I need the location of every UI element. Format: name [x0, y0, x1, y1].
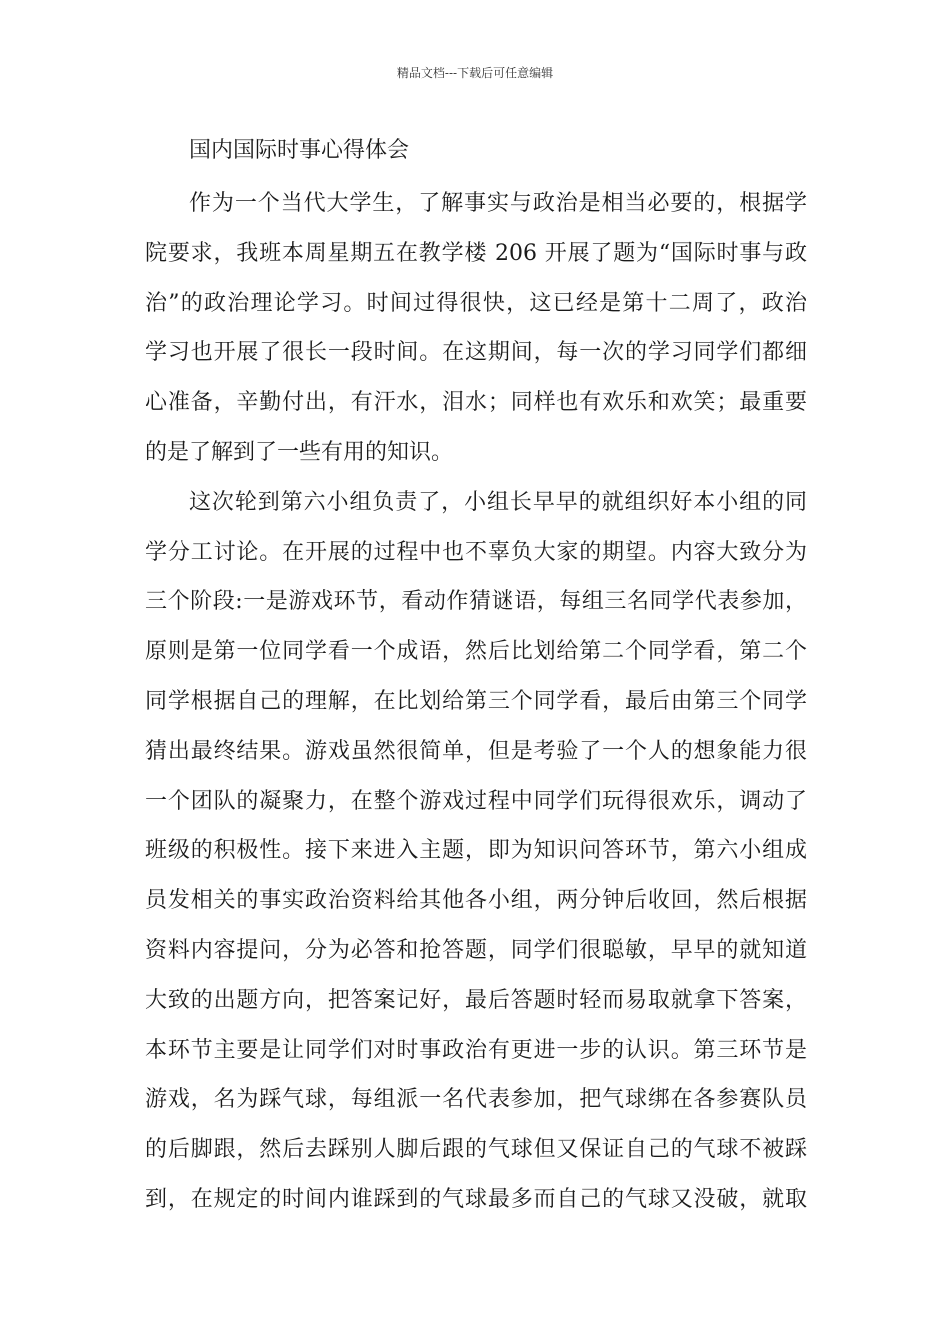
text-line: 学分工讨论。在开展的过程中也不辜负大家的期望。内容大致分为 — [145, 539, 807, 565]
text-line: 院要求，我班本周星期五在教学楼 206 开展了题为“国际时事与政 — [145, 240, 807, 266]
text-line: 同学根据自己的理解，在比划给第三个同学看，最后由第三个同学 — [145, 688, 807, 714]
text-line: 一个团队的凝聚力，在整个游戏过程中同学们玩得很欢乐，调动了 — [145, 788, 807, 814]
text-line: 这次轮到第六小组负责了，小组长早早的就组织好本小组的同 — [189, 489, 807, 515]
text-line: 资料内容提问，分为必答和抢答题，同学们很聪敏，早早的就知道 — [145, 937, 807, 963]
text-line: 三个阶段:一是游戏环节，看动作猜谜语，每组三名同学代表参加， — [145, 589, 807, 615]
text-line: 学习也开展了很长一段时间。在这期间，每一次的学习同学们都细 — [145, 340, 807, 366]
text-line: 治”的政治理论学习。时间过得很快，这已经是第十二周了，政治 — [145, 290, 807, 316]
paragraph-1 — [145, 179, 807, 478]
text-line: 的后脚跟，然后去踩别人脚后跟的气球但又保证自己的气球不被踩 — [145, 1137, 807, 1163]
text-line: 大致的出题方向，把答案记好，最后答题时轻而易取就拿下答案， — [145, 987, 807, 1013]
document-body — [145, 132, 807, 1225]
text-line: 心准备，辛勤付出，有汗水，泪水；同样也有欢乐和欢笑；最重要 — [145, 390, 807, 416]
text-line: 本环节主要是让同学们对时事政治有更进一步的认识。第三环节是 — [145, 1037, 807, 1063]
text-line: 到，在规定的时间内谁踩到的气球最多而自己的气球又没破，就取 — [145, 1186, 807, 1212]
text-line: 的是了解到了一些有用的知识。 — [145, 439, 454, 465]
header-note: 精品文档---下载后可任意编辑 — [396, 66, 554, 80]
text-line: 游戏，名为踩气球，每组派一名代表参加，把气球绑在各参赛队员 — [145, 1087, 807, 1113]
paragraph-2 — [145, 478, 807, 1225]
text-line: 作为一个当代大学生，了解事实与政治是相当必要的，根据学 — [189, 191, 807, 216]
document-title: 国内国际时事心得体会 — [189, 138, 410, 163]
text-line: 班级的积极性。接下来进入主题，即为知识问答环节，第六小组成 — [145, 838, 807, 864]
text-line: 猜出最终结果。游戏虽然很简单，但是考验了一个人的想象能力很 — [145, 738, 807, 764]
text-line: 员发相关的事实政治资料给其他各小组，两分钟后收回，然后根据 — [145, 888, 807, 914]
text-line: 原则是第一位同学看一个成语，然后比划给第二个同学看，第二个 — [145, 639, 807, 665]
